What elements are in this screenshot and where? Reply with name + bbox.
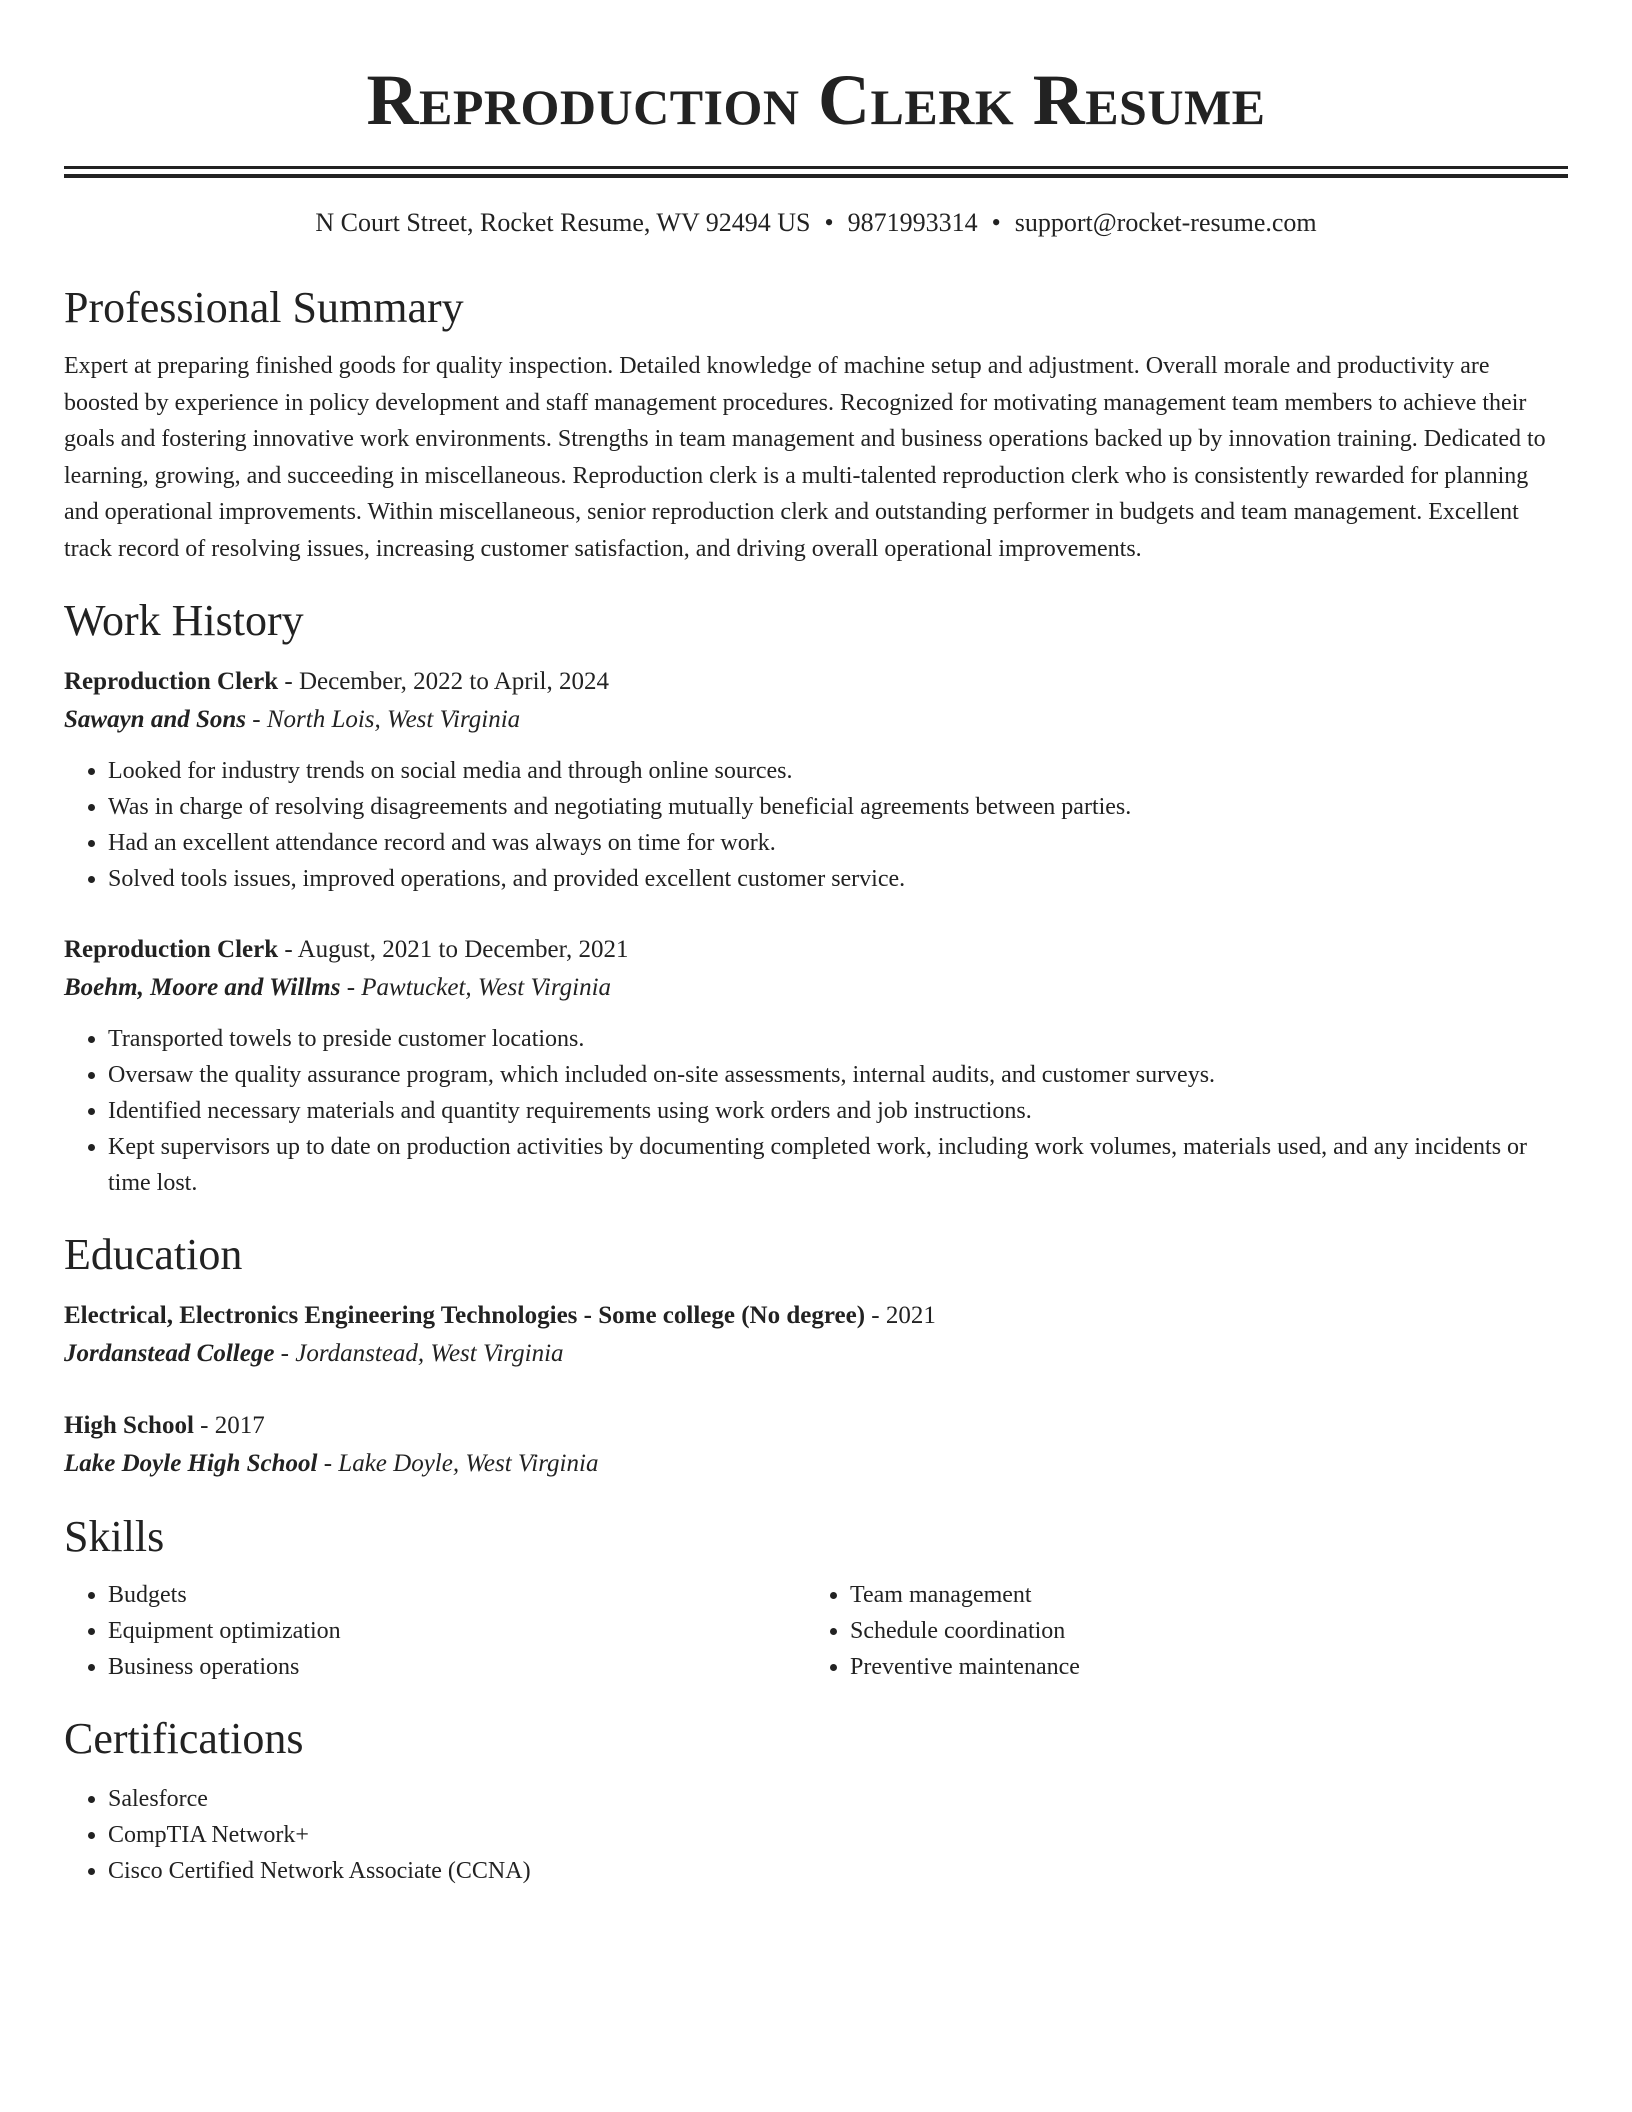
job-title: Reproduction Clerk bbox=[64, 936, 279, 963]
degree-line bbox=[64, 1297, 1568, 1335]
degree-line bbox=[64, 1407, 1568, 1445]
skills-column-right bbox=[806, 1577, 1548, 1685]
job-bullet: • Transported towels to preside customer locations. bbox=[108, 1021, 1568, 1057]
job-company: Sawayn and Sons bbox=[64, 706, 247, 733]
job-company: Boehm, Moore and Willms bbox=[64, 974, 341, 1001]
skill-item: • Business operations bbox=[108, 1649, 806, 1685]
degree-year: - 2021 bbox=[865, 1302, 936, 1329]
degree-name: High School bbox=[64, 1412, 194, 1439]
skill-item: • Team management bbox=[850, 1577, 1548, 1613]
job-bullet: • Solved tools issues, improved operations, and provided excellent customer service. bbox=[108, 861, 1568, 897]
school-location: - Jordanstead, West Virginia bbox=[274, 1340, 564, 1367]
job-company-line bbox=[64, 701, 1568, 739]
education-entry bbox=[64, 1297, 1568, 1373]
work-entry bbox=[64, 931, 1568, 1201]
professional-summary-heading: Professional Summary bbox=[64, 283, 464, 332]
contact-phone: 9871993314 bbox=[847, 208, 978, 237]
skill-item: • Budgets bbox=[108, 1577, 806, 1613]
school-name: Lake Doyle High School bbox=[64, 1450, 318, 1477]
skills-column-left bbox=[64, 1577, 806, 1685]
job-title-line bbox=[64, 931, 1568, 969]
skills-heading: Skills bbox=[64, 1512, 165, 1561]
skill-item: • Schedule coordination bbox=[850, 1613, 1548, 1649]
job-location: - North Lois, West Virginia bbox=[246, 706, 521, 733]
school-location: - Lake Doyle, West Virginia bbox=[317, 1450, 599, 1477]
education-heading: Education bbox=[64, 1230, 243, 1279]
job-bullet-list bbox=[64, 1021, 1568, 1201]
certifications-list bbox=[64, 1781, 1568, 1889]
resume-title: Reproduction Clerk Resume bbox=[366, 60, 1266, 140]
contact-separator: • bbox=[991, 208, 1001, 237]
job-bullet: • Oversaw the quality assurance program, which included on-site assessments, internal audits, and customer surveys. bbox=[108, 1057, 1568, 1093]
school-line bbox=[64, 1335, 1568, 1373]
contact-separator: • bbox=[824, 208, 834, 237]
degree-name: Electrical, Electronics Engineering Technologies - Some college (No degree) bbox=[64, 1302, 866, 1329]
work-history-heading: Work History bbox=[64, 596, 304, 645]
job-bullet: • Identified necessary materials and quantity requirements using work orders and job instructions. bbox=[108, 1093, 1568, 1129]
job-bullet: • Was in charge of resolving disagreements and negotiating mutually beneficial agreements between parties. bbox=[108, 789, 1568, 825]
degree-year: - 2017 bbox=[193, 1412, 265, 1439]
contact-email: support@rocket-resume.com bbox=[1014, 208, 1317, 237]
skill-item: • Preventive maintenance bbox=[850, 1649, 1548, 1685]
job-title-line bbox=[64, 663, 1568, 701]
certifications-heading: Certifications bbox=[64, 1714, 304, 1763]
job-title: Reproduction Clerk bbox=[64, 668, 279, 695]
school-line bbox=[64, 1445, 1568, 1483]
job-dates: - August, 2021 to December, 2021 bbox=[278, 936, 629, 963]
professional-summary-text: Expert at preparing finished goods for quality inspection. Detailed knowledge of machine setup and adjustment. Overall morale and productivity are boosted by experience in policy development and staff management procedures. Recognized for motivating management team members to achieve their goals and fostering innovative work environments. Strengths in team management and business operations backed up by innovation training. Dedicated to learning, growing, and succeeding in miscellaneous. Reproduction clerk is a multi-talented reproduction clerk who is consistently rewarded for planning and operational improvements. Within miscellaneous, senior reproduction clerk and outstanding performer in budgets and team management. Excellent track record of resolving issues, increasing customer satisfaction, and driving overall operational improvements. bbox=[64, 353, 1546, 562]
contact-address: N Court Street, Rocket Resume, WV 92494 US bbox=[315, 208, 811, 237]
skill-item: • Equipment optimization bbox=[108, 1613, 806, 1649]
job-bullet: • Had an excellent attendance record and was always on time for work. bbox=[108, 825, 1568, 861]
job-bullet: • Looked for industry trends on social media and through online sources. bbox=[108, 753, 1568, 789]
work-entry bbox=[64, 663, 1568, 897]
job-location: - Pawtucket, West Virginia bbox=[340, 974, 612, 1001]
certification-item: • CompTIA Network+ bbox=[108, 1817, 1568, 1853]
job-dates: - December, 2022 to April, 2024 bbox=[278, 668, 609, 695]
title-double-rule bbox=[64, 166, 1568, 178]
job-bullet: • Kept supervisors up to date on production activities by documenting completed work, including work volumes, materials used, and any incidents or time lost. bbox=[108, 1129, 1568, 1201]
education-entry bbox=[64, 1407, 1568, 1483]
skills-grid bbox=[64, 1577, 1568, 1685]
certification-item: • Cisco Certified Network Associate (CCNA) bbox=[108, 1853, 1568, 1889]
job-bullet-list bbox=[64, 753, 1568, 897]
school-name: Jordanstead College bbox=[64, 1340, 275, 1367]
job-company-line bbox=[64, 969, 1568, 1007]
certification-item: • Salesforce bbox=[108, 1781, 1568, 1817]
contact-line bbox=[64, 206, 1568, 240]
